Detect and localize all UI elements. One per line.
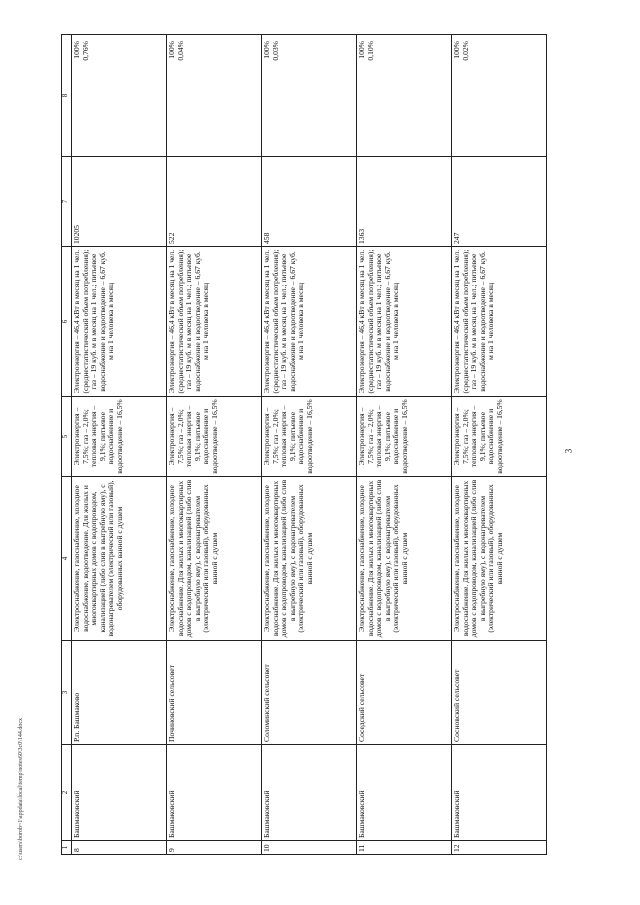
norms-cell: Электроэнергия – 46,4 кВт в месяц на 1 чел. (среднестатистический объем потребления); газ – 19 куб. м в месяц на 1 чел.; питьевое водоснабжение и водоотведение – 6,67 куб. м на 1 человека в месяц (262, 247, 357, 397)
population-cell: 10205 (72, 157, 167, 247)
percent-share-value: 0,04% (175, 41, 185, 61)
settlement-cell: Р.п. Башмаково (72, 641, 167, 745)
services-cell: Электроснабжение, газоснабжение, холодное водоснабжение, водоотведение. Для жилых и многоквартирных домов с водопроводом, канализацией (либо слив в выгребную яму), с водонагревателем (электрический или газовый), оборудованных ванной с душем (72, 477, 167, 641)
percent-cell (357, 35, 452, 157)
row-number: 9 (167, 841, 262, 855)
services-cell: Электроснабжение, газоснабжение, холодное водоснабжение. Для жилых и многоквартирных домов с водопроводом, канализацией (либо слив в выгребную яму), с водонагревателем (электрический или газовый), оборудованных ванной с душем (452, 477, 547, 641)
services-cell: Электроснабжение, газоснабжение, холодное водоснабжение. Для жилых и многоквартирных домов с водопроводом, канализацией (либо слив в выгребную яму), с водонагревателем (электрический или газовый), оборудованных ванной с душем (357, 477, 452, 641)
percent-cell (262, 35, 357, 157)
shares-cell: Электроэнергия – 7,5%; газ – 2,0%; тепловая энергия – 9,1%; питьевое водоснабжение и водоотведение – 16,5% (262, 397, 357, 477)
percent-value: 100% (357, 41, 366, 59)
percent-cell (452, 35, 547, 157)
percent-value: 100% (452, 41, 461, 59)
percent-cell (167, 35, 262, 157)
column-number-1: 1 (62, 841, 72, 855)
row-number: 12 (452, 841, 547, 855)
settlement-cell: Сосновский сельсовет (452, 641, 547, 745)
district-cell: Башмаковский (357, 745, 452, 841)
percent-share-value: 0,76% (80, 41, 90, 61)
population-cell: 458 (262, 157, 357, 247)
settlement-cell: Починовский сельсовет (167, 641, 262, 745)
population-cell: 247 (452, 157, 547, 247)
population-cell: 522 (167, 157, 262, 247)
column-number-5: 5 (62, 397, 72, 477)
norms-cell: Электроэнергия – 46,4 кВт в месяц на 1 чел. (среднестатистический объем потребления); газ – 19 куб. м в месяц на 1 чел.; питьевое водоснабжение и водоотведение – 6,67 куб. м на 1 человека в месяц (167, 247, 262, 397)
percent-value: 100% (72, 41, 81, 59)
norms-cell: Электроэнергия – 46,4 кВт в месяц на 1 чел. (среднестатистический объем потребления); газ – 19 куб. м в месяц на 1 чел.; питьевое водоснабжение и водоотведение – 6,67 куб. м на 1 человека в месяц (452, 247, 547, 397)
percent-share-value: 0,02% (460, 41, 470, 61)
district-cell: Башмаковский (262, 745, 357, 841)
page-number: 3 (563, 448, 574, 454)
percent-share-value: 0,03% (270, 41, 280, 61)
population-cell: 1363 (357, 157, 452, 247)
percent-value: 100% (167, 41, 176, 59)
row-number: 10 (262, 841, 357, 855)
percent-cell (72, 35, 167, 157)
table-row (72, 35, 167, 855)
row-number: 11 (357, 841, 452, 855)
services-cell: Электроснабжение, газоснабжение, холодное водоснабжение. Для жилых и многоквартирных домов с водопроводом, канализацией (либо слив в выгребную яму), с водонагревателем (электрический или газовый), оборудованных ванной с душем (167, 477, 262, 641)
norms-cell: Электроэнергия – 46,4 кВт в месяц на 1 чел. (среднестатистический объем потребления); газ – 19 куб. м в месяц на 1 чел.; питьевое водоснабжение и водоотведение – 6,67 куб. м на 1 человека в месяц (72, 247, 167, 397)
document-file-path: c:\users\borob~1\appdata\local\temp\notes60\3c0\144.docx (18, 717, 24, 860)
column-number-4: 4 (62, 477, 72, 641)
column-number-6: 6 (62, 247, 72, 397)
percent-value: 100% (262, 41, 271, 59)
shares-cell: Электроэнергия – 7,5%; газ – 2,0%; тепловая энергия – 9,1%; питьевое водоснабжение и водоотведение – 16,5% (357, 397, 452, 477)
column-number-3: 3 (62, 641, 72, 745)
services-cell: Электроснабжение, газоснабжение, холодное водоснабжение. Для жилых и многоквартирных домов с водопроводом, канализацией (либо слив в выгребную яму), с водонагревателем (электрический или газовый), оборудованных ванной с душем (262, 477, 357, 641)
table-row (452, 35, 547, 855)
table-row (357, 35, 452, 855)
norms-cell: Электроэнергия – 46,4 кВт в месяц на 1 чел. (среднестатистический объем потребления); газ – 19 куб. м в месяц на 1 чел.; питьевое водоснабжение и водоотведение – 6,67 куб. м на 1 человека в месяц (357, 247, 452, 397)
district-cell: Башмаковский (167, 745, 262, 841)
table-header-row (62, 35, 72, 855)
table-row (167, 35, 262, 855)
district-cell: Башмаковский (72, 745, 167, 841)
column-number-7: 7 (62, 157, 72, 247)
shares-cell: Электроэнергия – 7,5%; газ – 2,0%; тепловая энергия – 9,1%; питьевое водоснабжение и водоотведение – 16,5% (167, 397, 262, 477)
rotated-page-content (61, 35, 559, 855)
district-cell: Башмаковский (452, 745, 547, 841)
column-number-2: 2 (62, 745, 72, 841)
percent-share-value: 0,10% (365, 41, 375, 61)
shares-cell: Электроэнергия – 7,5%; газ – 2,0%; тепловая энергия – 9,1%; питьевое водоснабжение и водоотведение – 16,5% (72, 397, 167, 477)
settlement-cell: Соседский сельсовет (357, 641, 452, 745)
tariff-table (61, 34, 547, 855)
table-row (262, 35, 357, 855)
row-number: 8 (72, 841, 167, 855)
column-number-8: 8 (62, 35, 72, 157)
shares-cell: Электроэнергия – 7,5%; газ – 2,0%; тепловая энергия – 9,1%; питьевое водоснабжение и водоотведение – 16,5% (452, 397, 547, 477)
settlement-cell: Соломинский сельсовет (262, 641, 357, 745)
